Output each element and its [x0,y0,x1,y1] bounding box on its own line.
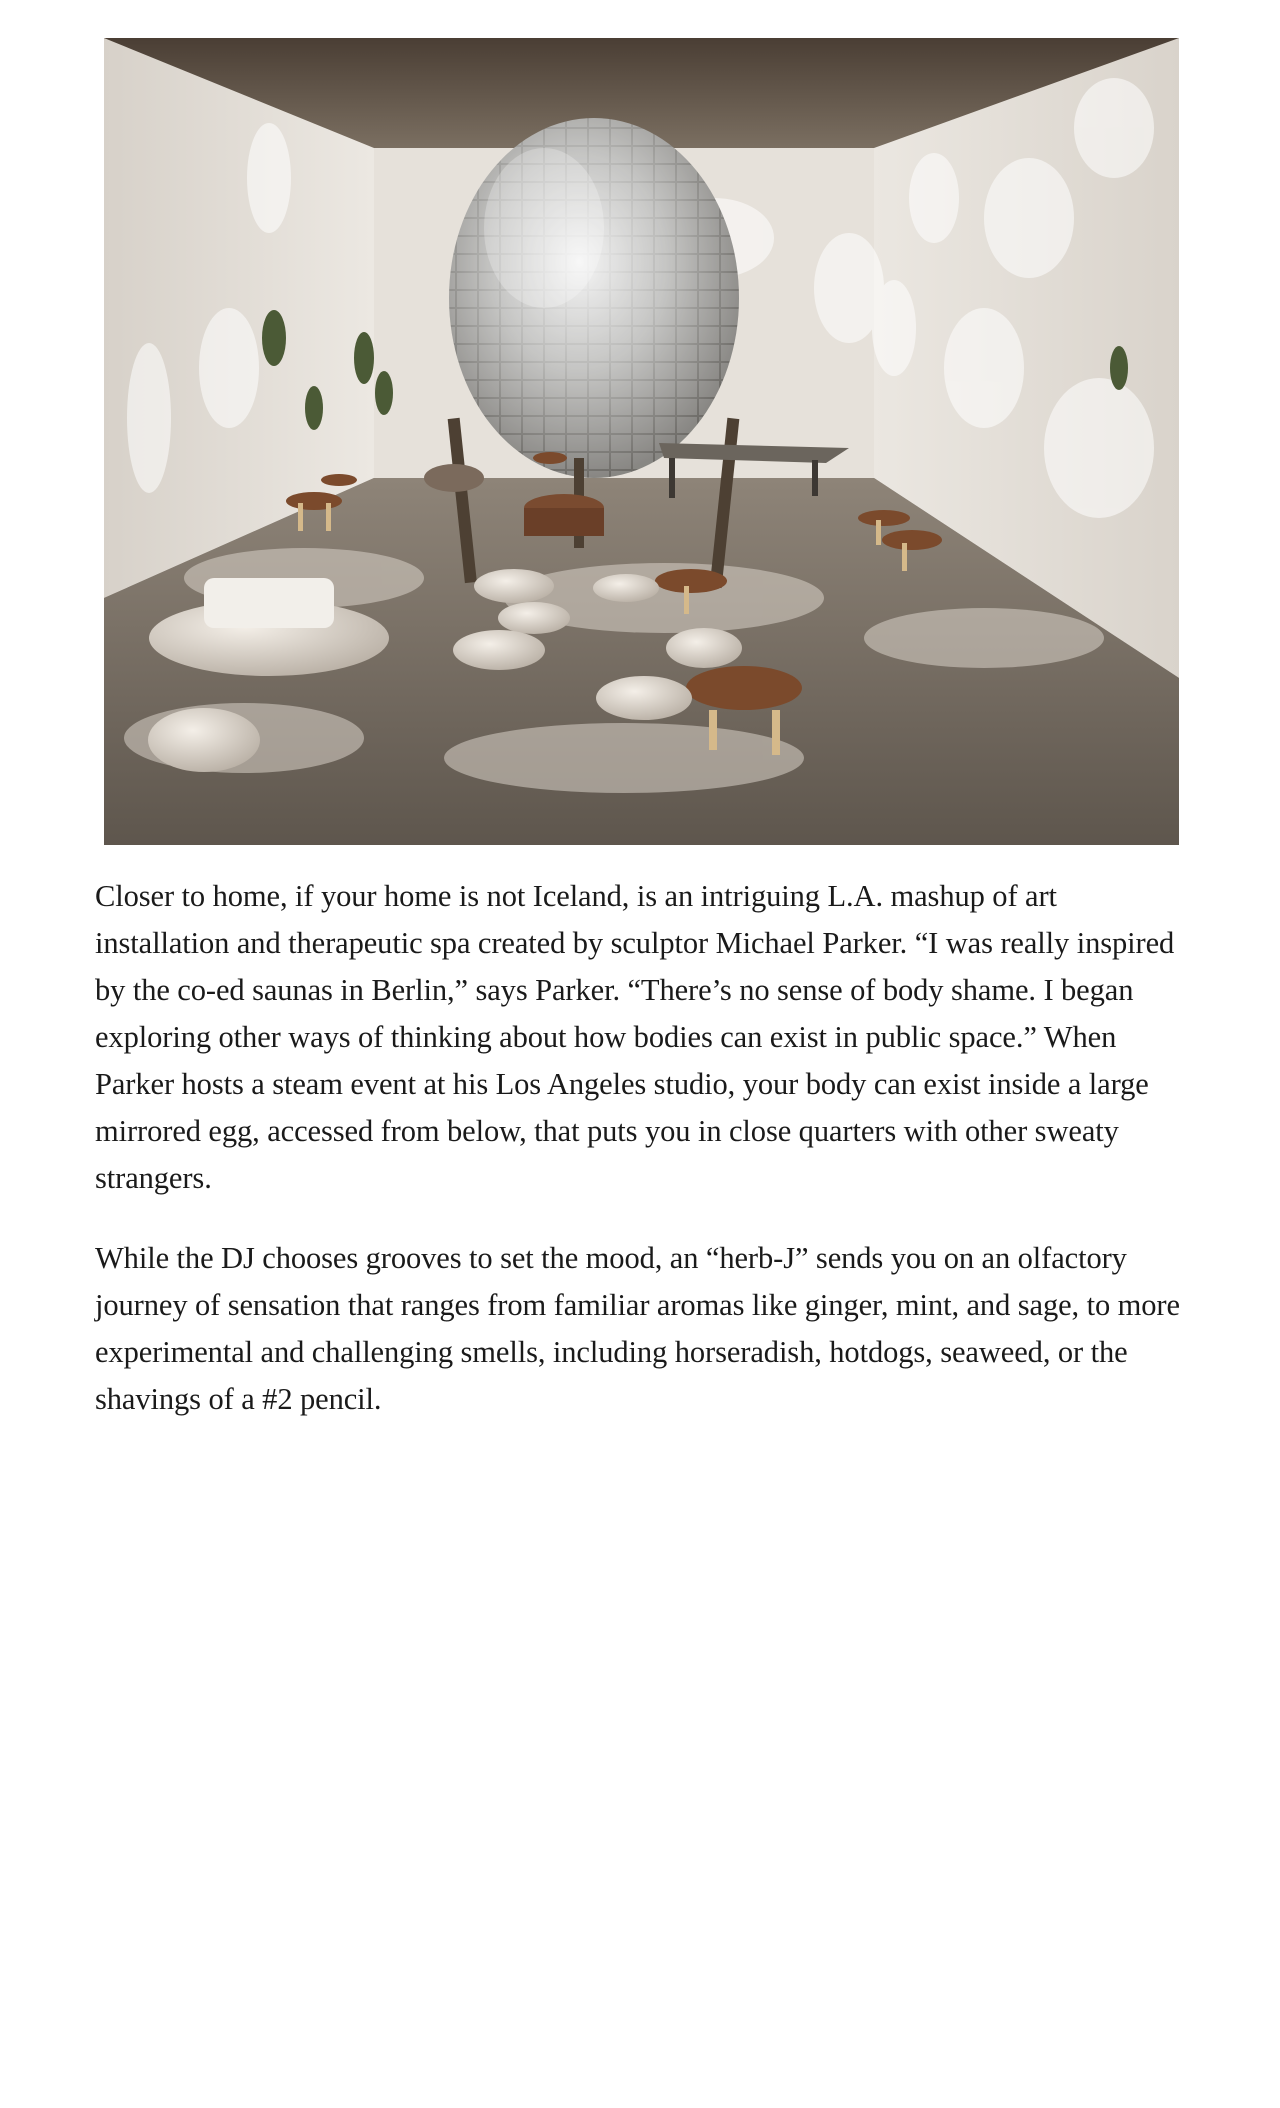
article-body [95,873,1195,1456]
article-photo [104,38,1179,845]
gallery-installation-image [104,38,1179,845]
article-paragraph: While the DJ chooses grooves to set the mood, an “herb-J” sends you on an olfactory journey of sensation that ranges from familiar aromas like ginger, mint, and sage, to more experimental and challenging smells, including horseradish, hotdogs, seaweed, or the shavings of a #2 pencil. [95,1241,1180,1416]
article-paragraph: Closer to home, if your home is not Iceland, is an intriguing L.A. mashup of art installation and therapeutic spa created by sculptor Michael Parker. “I was really inspired by the co-ed saunas in Berlin,” says Parker. “There’s no sense of body shame. I began exploring other ways of thinking about how bodies can exist in public space.” When Parker hosts a steam event at his Los Angeles studio, your body can exist inside a large mirrored egg, accessed from below, that puts you in close quarters with other sweaty strangers. [95,879,1175,1195]
